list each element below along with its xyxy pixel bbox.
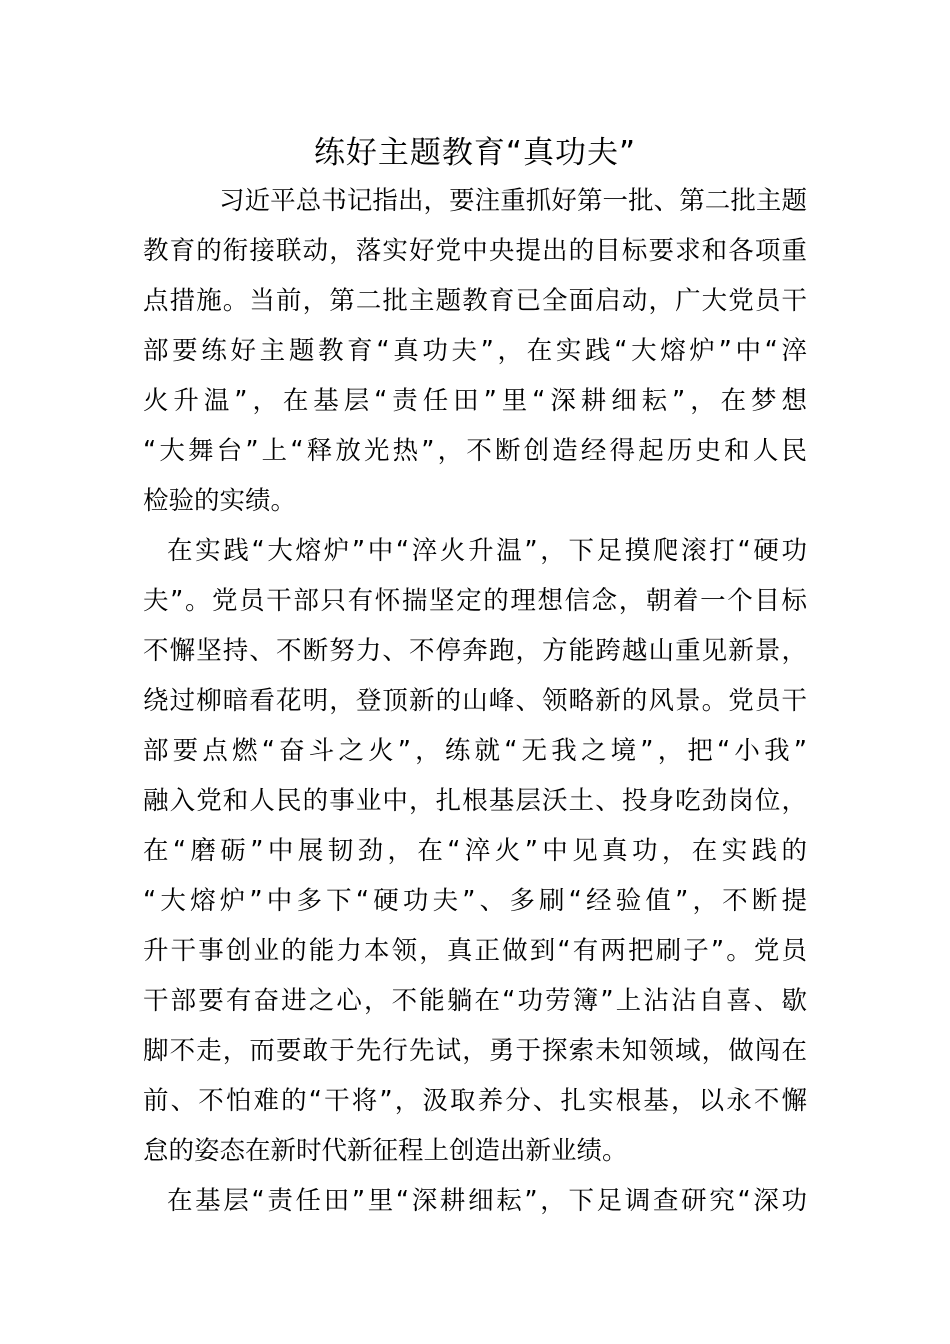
paragraph-2-line-2: 夫”。党员干部只有怀揣坚定的理想信念，朝着一个目标 bbox=[143, 586, 807, 616]
paragraph-2-line-9: 升干事创业的能力本领，真正做到“有两把刷子”。党员 bbox=[143, 936, 807, 966]
document-title: 练好主题教育“真功夫” bbox=[313, 135, 637, 171]
paragraph-2-line-4: 绕过柳暗看花明，登顶新的山峰、领略新的风景。党员干 bbox=[143, 686, 807, 716]
document-body bbox=[143, 176, 807, 1226]
paragraph-1-line-5: 火升温”，在基层“责任田”里“深耕细耘”，在梦想 bbox=[143, 386, 807, 416]
paragraph-1-line-7: 检验的实绩。 bbox=[143, 486, 297, 516]
paragraph-2-line-12: 前、不怕难的“干将”，汲取养分、扎实根基，以永不懈 bbox=[143, 1086, 807, 1116]
paragraph-2-line-3: 不懈坚持、不断努力、不停奔跑，方能跨越山重见新景， bbox=[143, 636, 807, 666]
paragraph-2-line-5: 部要点燃“奋斗之火”，练就“无我之境”，把“小我” bbox=[143, 736, 807, 766]
paragraph-2-line-1: 在实践“大熔炉”中“淬火升温”，下足摸爬滚打“硬功 bbox=[167, 536, 807, 566]
paragraph-1-line-4: 部要练好主题教育“真功夫”，在实践“大熔炉”中“淬 bbox=[143, 336, 807, 366]
paragraph-1-line-2: 教育的衔接联动，落实好党中央提出的目标要求和各项重 bbox=[143, 236, 807, 266]
paragraph-1-line-3: 点措施。当前，第二批主题教育已全面启动，广大党员干 bbox=[143, 286, 807, 316]
paragraph-2-line-8: “大熔炉”中多下“硬功夫”、多刷“经验值”，不断提 bbox=[143, 886, 807, 916]
paragraph-1-line-1: 习近平总书记指出，要注重抓好第一批、第二批主题 bbox=[219, 186, 807, 216]
paragraph-1-line-6: “大舞台”上“释放光热”，不断创造经得起历史和人民 bbox=[143, 436, 807, 466]
paragraph-2-line-10: 干部要有奋进之心，不能躺在“功劳簿”上沾沾自喜、歇 bbox=[143, 986, 807, 1016]
paragraph-2-line-13: 怠的姿态在新时代新征程上创造出新业绩。 bbox=[143, 1136, 628, 1166]
paragraph-3-line-1: 在基层“责任田”里“深耕细耘”，下足调查研究“深功 bbox=[167, 1186, 807, 1216]
paragraph-2-line-11: 脚不走，而要敢于先行先试，勇于探索未知领域，做闯在 bbox=[143, 1036, 807, 1066]
paragraph-2-line-6: 融入党和人民的事业中，扎根基层沃土、投身吃劲岗位， bbox=[143, 786, 807, 816]
paragraph-2-line-7: 在“磨砺”中展韧劲，在“淬火”中见真功，在实践的 bbox=[143, 836, 807, 866]
